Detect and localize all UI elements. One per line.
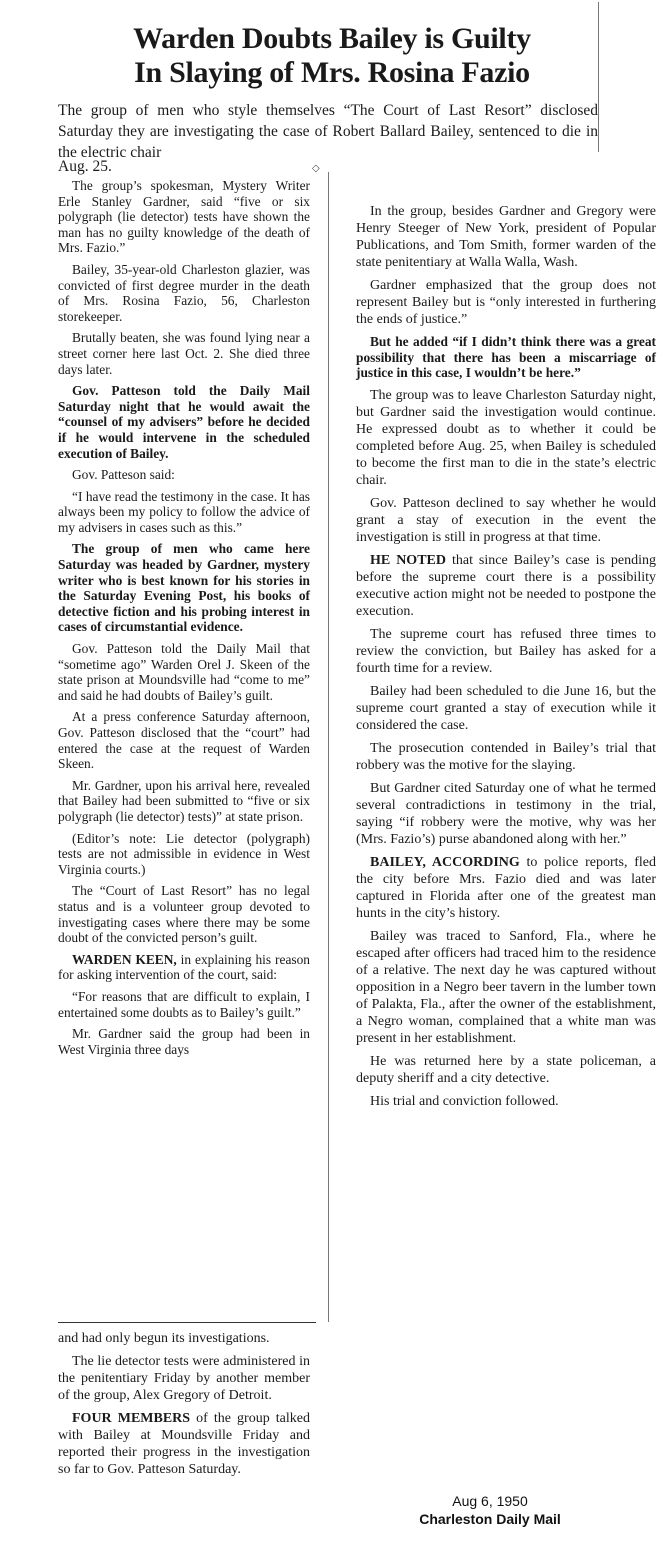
left-column-continued xyxy=(58,1330,310,1484)
paragraph-bold: The group of men who came here Saturday was headed by Gardner, mystery writer who is best known for his stories in the Saturday Evening Post, his books of detective fiction and his probing interest in cases of circumstantial evidence. xyxy=(58,541,310,635)
headline-line-1: Warden Doubts Bailey is Guilty xyxy=(133,22,531,55)
paragraph: The group’s spokesman, Mystery Writer Erle Stanley Gardner, said “five or six polygraph (lie detector) tests have shown the man has no guilty knowledge of the death of Mrs. Fazio.” xyxy=(58,178,310,256)
paragraph-subhead: BAILEY, ACCORDING to police reports, fled the city before Mrs. Fazio died and was later captured in Florida after one of the greatest man hunts in the city’s history. xyxy=(356,854,656,921)
paragraph: Gardner emphasized that the group does not represent Bailey but is “only interested in furthering the ends of justice.” xyxy=(356,278,656,327)
ornament-diamond: ◇ xyxy=(312,163,320,174)
paragraph-bold: But he added “if I didn’t think there was a great possibility that there has been a miscarriage of justice in this case, I wouldn’t be here.” xyxy=(356,334,656,381)
paragraph: and had only begun its investigations. xyxy=(58,1331,270,1346)
paragraph: The lie detector tests were administered in the penitentiary Friday by another member of the group, Alex Gregory of Detroit. xyxy=(58,1354,310,1403)
credit-date: Aug 6, 1950 xyxy=(452,1493,528,1509)
paragraph: The prosecution contended in Bailey’s trial that robbery was the motive for the slaying. xyxy=(356,740,656,773)
paragraph-bold: Gov. Patteson told the Daily Mail Saturday night that he would await the “counsel of my advisers” before he decided if he would intervene in the scheduled execution of Bailey. xyxy=(58,383,310,461)
paragraph: At a press conference Saturday afternoon, Gov. Patteson disclosed that the “court” had entered the case at the request of Warden Skeen. xyxy=(58,709,310,772)
subhead-lead-in: WARDEN KEEN, xyxy=(72,951,177,967)
paragraph: Gov. Patteson declined to say whether he would grant a stay of execution in the event the investigation is still in progress at that time. xyxy=(356,495,656,545)
subhead-lead-in: FOUR MEMBERS xyxy=(72,1411,191,1426)
paragraph-subhead: WARDEN KEEN, in explaining his reason for asking intervention of the court, said: xyxy=(58,951,310,983)
paragraph: He was returned here by a state policeman, a deputy sheriff and a city detective. xyxy=(356,1053,656,1086)
left-column xyxy=(58,178,310,1057)
paragraph: Gov. Patteson told the Daily Mail that “sometime ago” Warden Orel J. Skeen of the state prison at Moundsville had “come to me” and said he had doubts of Bailey’s guilt. xyxy=(58,641,310,703)
paragraph: Bailey was traced to Sanford, Fla., where he escaped after officers had traced him to the residence of a relative. The next day he was captured without opposition in a Negro beer tavern in the lumber town of Palakta, Fla., after the owner of the establishment, a Negro woman, complained that a white man was present in her establishment. xyxy=(356,928,656,1046)
paragraph: Mr. Gardner, upon his arrival here, revealed that Bailey had been submitted to “five or six polygraph (lie detector) tests)” at state prison. xyxy=(58,777,310,824)
paragraph: Brutally beaten, she was found lying near a street corner here last Oct. 2. She died three days later. xyxy=(58,330,310,377)
paragraph: In the group, besides Gardner and Gregory were Henry Steeger of New York, president of Popular Publications, and Tom Smith, former warden of the state penitentiary at Walla Walla, Wash. xyxy=(356,204,656,270)
headline-line-2: In Slaying of Mrs. Rosina Fazio xyxy=(134,56,530,89)
headline xyxy=(20,22,644,90)
paragraph: The supreme court has refused three times to review the conviction, but Bailey has asked for a fourth time for a review. xyxy=(356,626,656,676)
paragraph: But Gardner cited Saturday one of what he termed several contradictions in testimony in the trial, saying “if robbery were the motive, why was her (Mrs. Fazio’s) purse abandoned along with her.” xyxy=(356,780,656,847)
paragraph: Bailey, 35-year-old Charleston glazier, was convicted of first degree murder in the death of Mrs. Rosina Fazio, 56, Charleston storekeeper. xyxy=(58,261,310,324)
paragraph-subhead: HE NOTED that since Bailey’s case is pending before the supreme court there is a possibility executive action might not be needed to postpone the execution. xyxy=(356,552,656,619)
paragraph: “For reasons that are difficult to explain, I entertained some doubts as to Bailey’s guilt.” xyxy=(58,988,310,1020)
paragraph: (Editor’s note: Lie detector (polygraph) tests are not admissible in evidence in West Virginia courts.) xyxy=(58,830,310,877)
lead-paragraph-tail: Aug. 25. xyxy=(58,158,112,175)
paragraph: “I have read the testimony in the case. It has always been my policy to follow the advice of my advisers in cases such as this.” xyxy=(58,488,310,535)
paragraph: His trial and conviction followed. xyxy=(370,1093,559,1109)
right-column xyxy=(356,203,656,1116)
column-rule xyxy=(328,172,329,1322)
source-credit xyxy=(390,1492,590,1528)
paragraph: The “Court of Last Resort” has no legal status and is a volunteer group devoted to investigating cases where there may be some doubt of the convicted person’s guilt. xyxy=(58,883,310,946)
paragraph: Mr. Gardner said the group had been in West Virginia three days xyxy=(58,1026,310,1057)
subhead-lead-in: HE NOTED xyxy=(370,552,446,568)
subhead-lead-in: BAILEY, ACCORDING xyxy=(370,854,520,870)
paragraph: Gov. Patteson said: xyxy=(72,467,175,483)
paragraph: Bailey had been scheduled to die June 16, but the supreme court granted a stay of execution while it considered the case. xyxy=(356,683,656,733)
credit-source: Charleston Daily Mail xyxy=(419,1511,561,1527)
column-divider xyxy=(58,1322,316,1323)
lead-paragraph: The group of men who style themselves “The Court of Last Resort” disclosed Saturday they are investigating the case of Robert Ballard Bailey, sentenced to die in the electric chair xyxy=(58,102,598,161)
paragraph-subhead: FOUR MEMBERS of the group talked with Bailey at Moundsville Friday and reported their progress in the investigation so far to Gov. Patteson Saturday. xyxy=(58,1411,311,1477)
paragraph: The group was to leave Charleston Saturday night, but Gardner said the investigation would continue. He expressed doubt as to whether it could be completed before Aug. 25, when Bailey is scheduled to become the first man to die in the state’s electric chair. xyxy=(356,387,656,488)
